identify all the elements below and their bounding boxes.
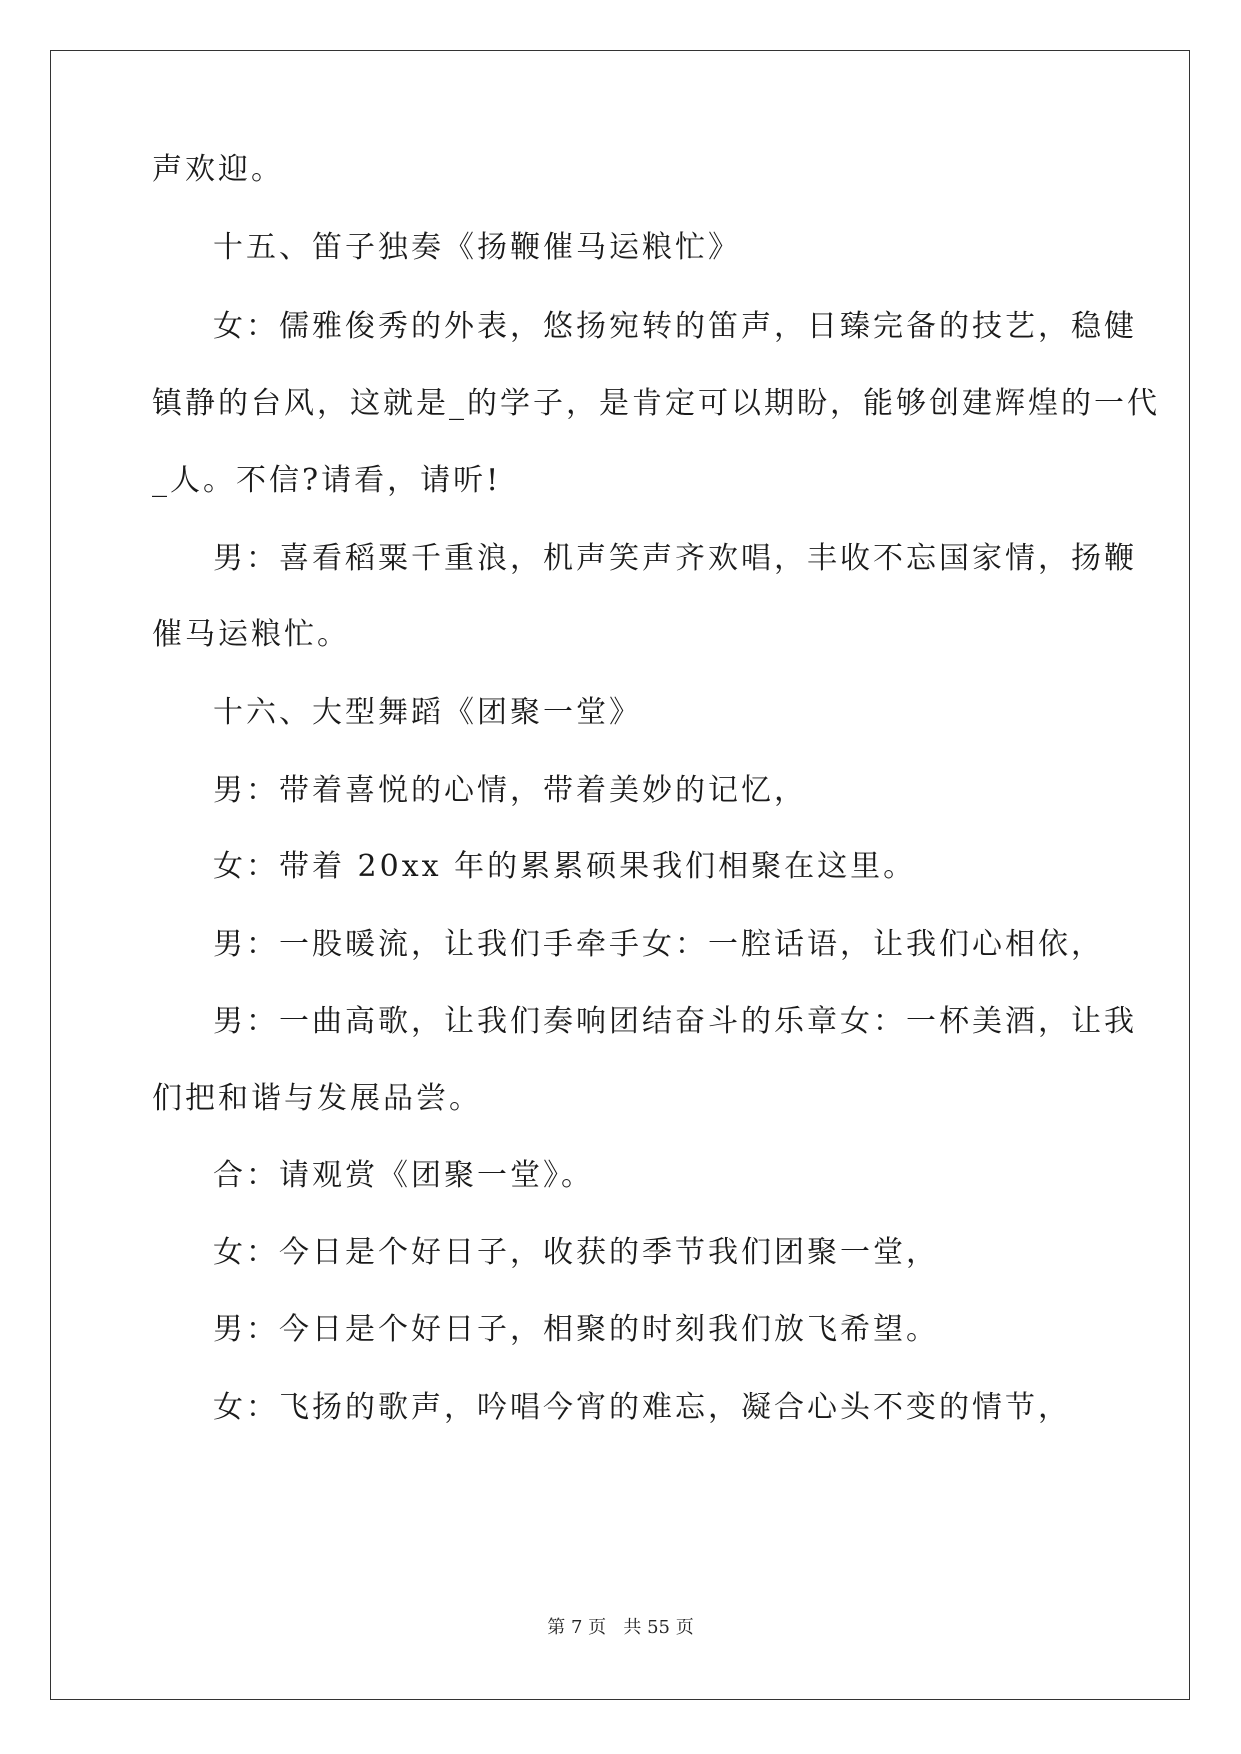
text-line: 女：带着 20xx 年的累累硕果我们相聚在这里。: [213, 849, 917, 884]
text-line: 男：一曲高歌，让我们奏响团结奋斗的乐章女：一杯美酒，让我: [213, 1004, 1137, 1039]
text-line: 们把和谐与发展品尝。: [152, 1081, 482, 1116]
text-line: 合：请观赏《团聚一堂》。: [213, 1158, 594, 1193]
text-line: 镇静的台风，这就是_的学子，是肯定可以期盼，能够创建辉煌的一代: [152, 386, 1160, 421]
text-line: 女：飞扬的歌声，吟唱今宵的难忘，凝合心头不变的情节，: [213, 1390, 1071, 1425]
text-line: 声欢迎。: [152, 152, 284, 187]
text-line: 男：一股暖流，让我们手牵手女：一腔话语，让我们心相依，: [213, 927, 1104, 962]
text-line: 催马运粮忙。: [152, 617, 350, 652]
text-line: 男：喜看稻粟千重浪，机声笑声齐欢唱，丰收不忘国家情，扬鞭: [213, 541, 1137, 576]
text-line: 女：今日是个好日子，收获的季节我们团聚一堂，: [213, 1235, 939, 1270]
text-line: 男：带着喜悦的心情，带着美妙的记忆，: [213, 773, 807, 808]
section-heading: 十六、大型舞蹈《团聚一堂》: [213, 695, 642, 730]
page-number: 第 7 页: [547, 1617, 607, 1638]
section-heading: 十五、笛子独奏《扬鞭催马运粮忙》: [213, 230, 741, 265]
text-line: 女：儒雅俊秀的外表，悠扬宛转的笛声，日臻完备的技艺，稳健: [213, 309, 1137, 344]
page-footer: [0, 1616, 1241, 1640]
page-total: 共 55 页: [623, 1617, 694, 1638]
text-line: 男：今日是个好日子，相聚的时刻我们放飞希望。: [213, 1312, 939, 1347]
text-line: _人。不信?请看，请听!: [152, 463, 502, 498]
